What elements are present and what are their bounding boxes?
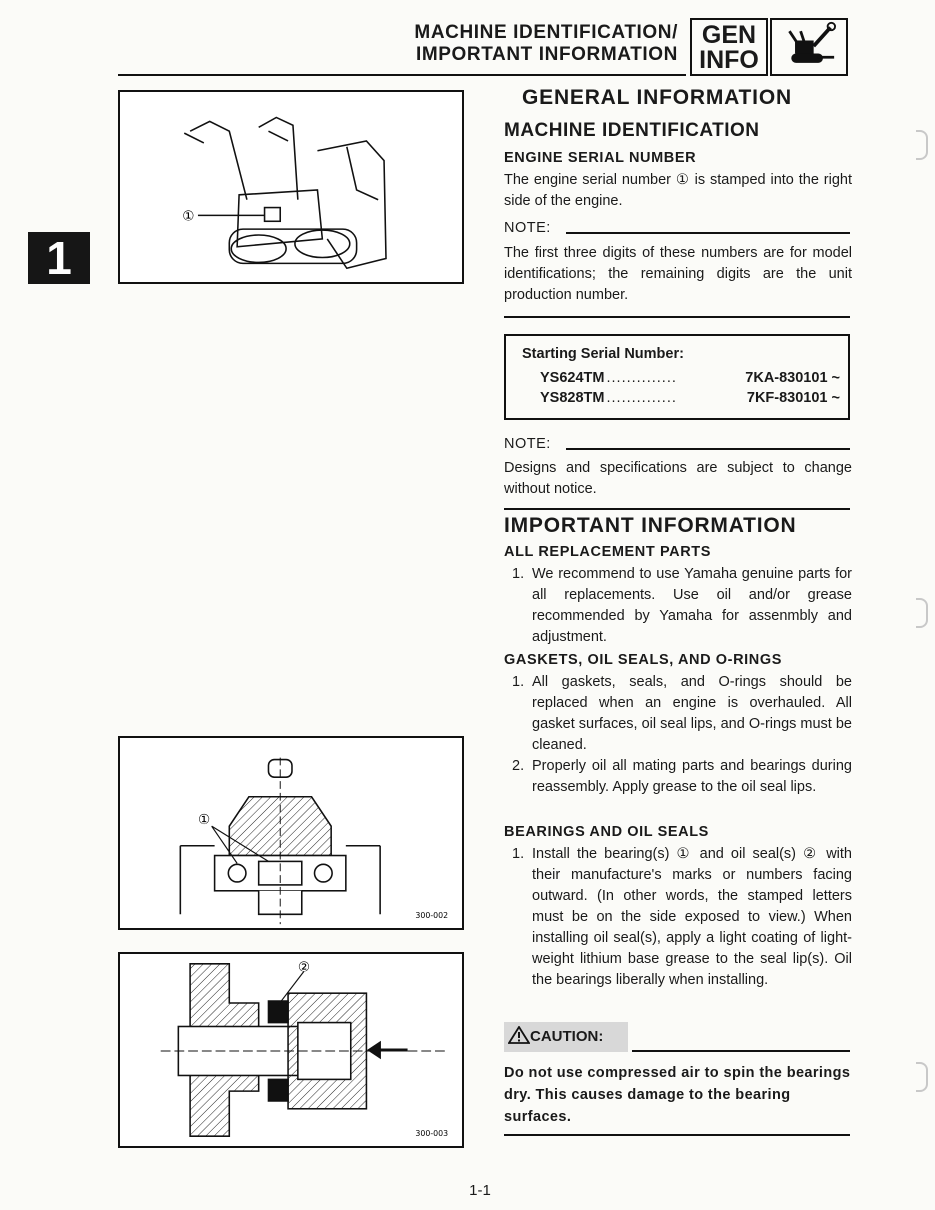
note-label: NOTE: xyxy=(504,220,551,236)
serial-value: 7KA-830101 ~ xyxy=(745,370,840,386)
engine-serial-text: The engine serial number ① is stamped into the right side of the engine. xyxy=(504,172,852,209)
serial-value: 7KF-830101 ~ xyxy=(746,390,840,406)
fig2-callout: ① xyxy=(197,812,211,829)
warning-triangle-icon xyxy=(508,1022,530,1052)
replacement-parts-heading: ALL REPLACEMENT PARTS xyxy=(504,544,712,560)
serial-row xyxy=(540,390,840,406)
item-text: We recommend to use Yamaha genuine parts for all replacements. Use oil and/or grease recommended by Yamaha for assenmbly and adjustment. xyxy=(532,566,852,645)
serial-model: YS828TM xyxy=(540,390,605,406)
header-title-line2: IMPORTANT INFORMATION xyxy=(415,44,678,65)
important-information-title: IMPORTANT INFORMATION xyxy=(504,514,797,537)
bearing-figure xyxy=(118,736,464,930)
note2-label: NOTE: xyxy=(504,436,551,452)
item-number: 1. xyxy=(512,566,525,582)
fig3-callout: ② xyxy=(297,959,311,976)
bearings-heading: BEARINGS AND OIL SEALS xyxy=(504,824,709,840)
snowblower-figure xyxy=(118,90,464,284)
serial-model: YS624TM xyxy=(540,370,605,386)
binding-clip xyxy=(916,598,928,628)
note-rule xyxy=(566,232,850,234)
caution-tag xyxy=(504,1022,628,1052)
fig2-code: 300-002 xyxy=(415,911,449,921)
item-number: 2. xyxy=(512,758,525,774)
machine-identification-heading: MACHINE IDENTIFICATION xyxy=(504,120,760,141)
note2-text: Designs and specifications are subject to change without notice. xyxy=(504,460,852,497)
note-rule xyxy=(566,448,850,450)
gen-info-badge xyxy=(690,18,768,76)
list-item xyxy=(504,756,852,798)
general-information-title: GENERAL INFORMATION xyxy=(522,86,792,109)
replacement-list xyxy=(504,564,852,648)
chapter-tab: 1 xyxy=(28,232,90,284)
item-text: All gaskets, seals, and O-rings should be replaced when an engine is overhauled. All gasket surfaces, oil seal lips, and O-rings must be cleaned. xyxy=(532,674,852,753)
page-number: 1-1 xyxy=(469,1182,491,1199)
list-item xyxy=(504,564,852,648)
header-rule xyxy=(118,74,686,76)
header-title-line1: MACHINE IDENTIFICATION/ xyxy=(414,22,678,43)
caution-rule xyxy=(632,1050,850,1052)
list-item xyxy=(504,672,852,756)
serial-dots: .............. xyxy=(606,390,677,406)
fig3-code: 300-003 xyxy=(415,1129,449,1139)
section-rule xyxy=(504,316,850,318)
serial-row xyxy=(540,370,840,386)
fig1-callout: ① xyxy=(182,208,195,225)
list-item xyxy=(504,844,852,991)
serial-box-heading: Starting Serial Number: xyxy=(522,346,684,362)
caution-label: CAUTION: xyxy=(530,1028,604,1045)
gaskets-list xyxy=(504,672,852,798)
item-text: Install the bearing(s) ① and oil seal(s) ② with their manufacture's marks or numbers facing outward. (In other words, the stamped letters must be on the side exposed to view.) When installing oil seal(s), apply a light coating of light-weight lithium base grease to the seal lip(s). Oil the bearings liberally when installing. xyxy=(532,846,852,988)
binding-clip xyxy=(916,1062,928,1092)
item-number: 1. xyxy=(512,674,525,690)
serial-number-box xyxy=(504,334,850,420)
bearings-list xyxy=(504,844,852,991)
page-header-title xyxy=(330,22,678,66)
note1-text: The first three digits of these numbers are for model identifications; the remaining digits are the unit production number. xyxy=(504,245,852,303)
oil-seal-figure xyxy=(118,952,464,1148)
engine-serial-heading: ENGINE SERIAL NUMBER xyxy=(504,150,697,166)
badge-line1: GEN xyxy=(701,21,757,49)
badge-line2: INFO xyxy=(699,46,759,74)
section-rule xyxy=(504,1134,850,1136)
caution-text: Do not use compressed air to spin the bearings dry. This causes damage to the bearing surfaces. xyxy=(504,1065,851,1125)
binding-clip xyxy=(916,130,928,160)
section-rule xyxy=(504,508,850,510)
gaskets-heading: GASKETS, OIL SEALS, AND O-RINGS xyxy=(504,652,783,668)
item-number: 1. xyxy=(512,846,525,862)
serial-dots: .............. xyxy=(606,370,677,386)
item-text: Properly oil all mating parts and bearings during reassembly. Apply grease to the oil seal lips. xyxy=(532,758,852,795)
snowblower-wrench-icon xyxy=(770,18,848,76)
